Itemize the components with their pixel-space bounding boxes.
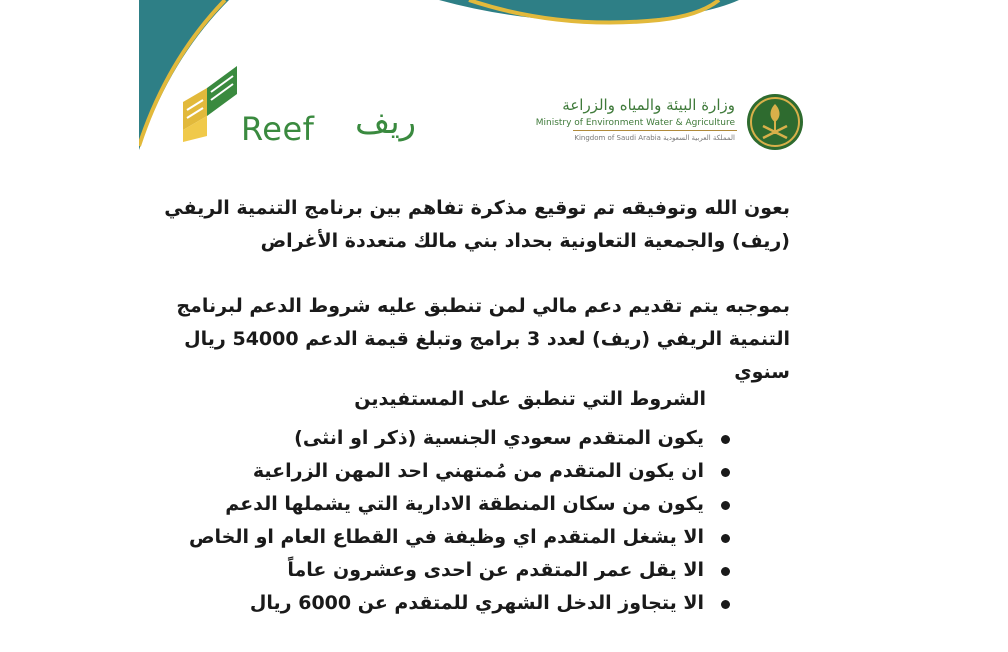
bullet-icon: [721, 501, 730, 510]
header-banner: [139, 0, 856, 158]
intro-line: (ريف) والجمعية التعاونية بحداد بني مالك متعددة الأغراض: [260, 230, 790, 252]
conditions-heading: الشروط التي تنطبق على المستفيدين: [354, 388, 706, 410]
condition-item: [189, 422, 730, 455]
ministry-logo: [535, 92, 819, 152]
condition-item: [189, 554, 730, 587]
condition-text: الا يتجاوز الدخل الشهري للمتقدم عن 6000 ريال: [249, 592, 704, 614]
bullet-icon: [721, 534, 730, 543]
bullet-icon: [721, 567, 730, 576]
announcement-document: [139, 0, 856, 652]
condition-text: يكون من سكان المنطقة الادارية التي يشملها الدعم: [225, 493, 704, 515]
bullet-icon: [721, 435, 730, 444]
ministry-arabic-name: وزارة البيئة والمياه والزراعة: [562, 96, 735, 114]
intro-paragraph: [164, 192, 790, 258]
saudi-emblem-icon: [745, 92, 805, 152]
condition-text: ان يكون المتقدم من مُمتهني احد المهن الزراعية: [252, 460, 704, 482]
support-line: التنمية الريفي (ريف) لعدد 3 برامج وتبلغ قيمة الدعم 54000 ريال سنوي: [184, 328, 790, 383]
condition-text: الا يشغل المتقدم اي وظيفة في القطاع العام او الخاص: [188, 526, 704, 548]
ministry-kingdom-line: Kingdom of Saudi Arabia المملكة العربية السعودية: [574, 134, 735, 142]
reef-arabic-wordmark: ريف: [355, 102, 417, 142]
reef-leaf-icon: [179, 58, 249, 143]
condition-text: يكون المتقدم سعودي الجنسية (ذكر او انثى): [294, 427, 704, 449]
conditions-list: [189, 422, 730, 620]
support-paragraph: [139, 290, 790, 389]
reef-latin-wordmark: Reef: [241, 110, 315, 148]
condition-text: الا يقل عمر المتقدم عن احدى وعشرون عاماً: [287, 559, 704, 581]
bullet-icon: [721, 468, 730, 477]
condition-item: [189, 521, 730, 554]
condition-item: [189, 455, 730, 488]
condition-item: [189, 488, 730, 521]
intro-line: بعون الله وتوفيقه تم توقيع مذكرة تفاهم بين برنامج التنمية الريفي: [164, 197, 790, 219]
condition-item: [189, 587, 730, 620]
ministry-english-name: Ministry of Environment Water & Agriculture: [535, 118, 735, 128]
bullet-icon: [721, 600, 730, 609]
reef-logo: [179, 58, 419, 158]
support-line: بموجبه يتم تقديم دعم مالي لمن تنطبق عليه شروط الدعم لبرنامج: [176, 295, 790, 317]
ministry-divider: [573, 130, 737, 131]
